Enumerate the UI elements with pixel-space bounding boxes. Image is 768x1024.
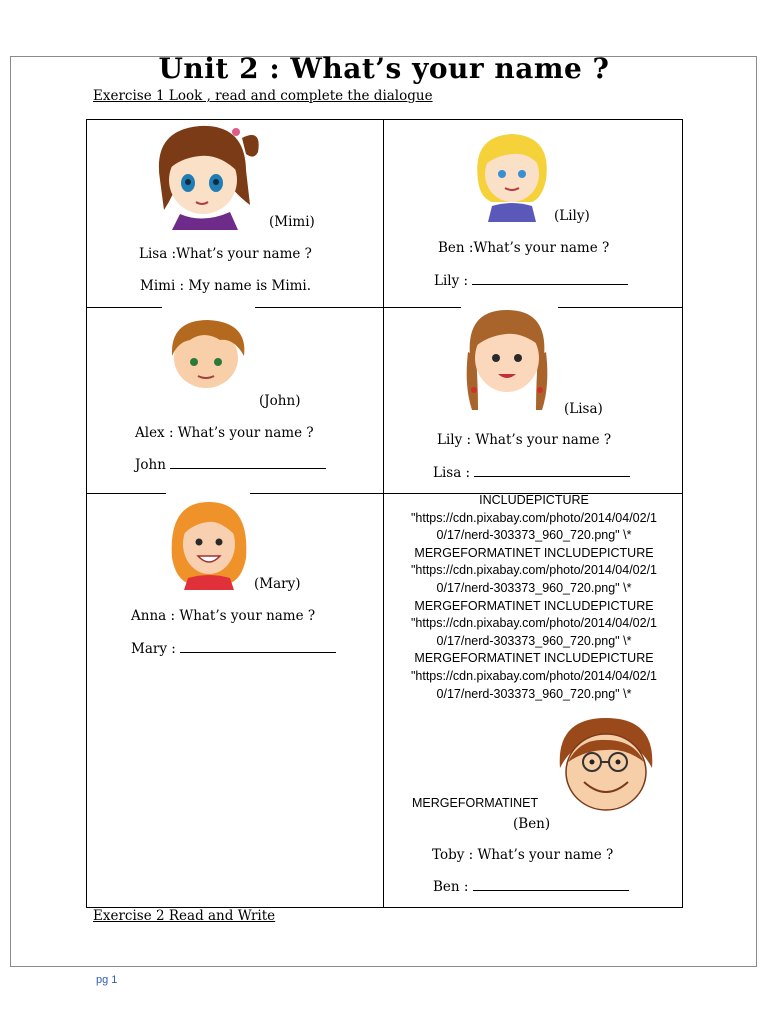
- table-right-border: [682, 119, 683, 908]
- speaker-label: Lisa :: [433, 465, 471, 481]
- dialogue-answer: [131, 640, 336, 657]
- row-divider: [86, 307, 162, 308]
- girl-mary-picture: [168, 498, 250, 590]
- name-tag-lily: (Lily): [554, 208, 590, 224]
- field-code-end: MERGEFORMATINET: [412, 796, 539, 810]
- name-tag-mary: (Mary): [254, 576, 301, 592]
- answer-blank[interactable]: [472, 272, 628, 285]
- field-code-line: 0/17/nerd-303373_960_720.png" \*: [436, 686, 632, 701]
- dialogue-line: Toby : What’s your name ?: [432, 847, 614, 863]
- speaker-label: Ben :: [433, 879, 469, 895]
- answer-blank[interactable]: [474, 464, 630, 477]
- field-code-line: "https://cdn.pixabay.com/photo/2014/04/02/1: [410, 563, 658, 578]
- girl-lily-picture: [472, 130, 552, 222]
- name-tag-ben: (Ben): [513, 816, 551, 832]
- answer-blank[interactable]: [473, 878, 629, 891]
- field-code-line: 0/17/nerd-303373_960_720.png" \*: [436, 633, 632, 648]
- girl-lisa-picture: [462, 306, 552, 416]
- page-title: Unit 2 : What’s your name ?: [158, 52, 610, 85]
- dialogue-answer: [433, 464, 630, 481]
- row-divider: [86, 493, 166, 494]
- dialogue-answer: [433, 878, 629, 895]
- dialogue-line: Lisa :What’s your name ?: [139, 246, 312, 262]
- girl-mimi-picture: [150, 120, 262, 230]
- name-tag-lisa: (Lisa): [564, 401, 603, 417]
- speaker-label: Mary :: [131, 641, 176, 657]
- dialogue-answer: [135, 456, 326, 473]
- boy-john-picture: [164, 316, 250, 390]
- dialogue-answer: Mimi : My name is Mimi.: [140, 278, 312, 294]
- field-code-text: [386, 492, 682, 703]
- table-middle-divider: [383, 119, 384, 908]
- field-code-line: 0/17/nerd-303373_960_720.png" \*: [436, 528, 632, 543]
- dialogue-line: Alex : What’s your name ?: [135, 425, 314, 441]
- answer-blank[interactable]: [170, 456, 326, 469]
- table-left-border: [86, 119, 87, 908]
- speaker-label: Lily :: [434, 273, 469, 289]
- field-code-line: MERGEFORMATINET INCLUDEPICTURE: [414, 598, 654, 613]
- field-code-line: MERGEFORMATINET INCLUDEPICTURE: [414, 651, 654, 666]
- field-code-line: 0/17/nerd-303373_960_720.png" \*: [436, 580, 632, 595]
- speaker-label: John: [135, 457, 166, 473]
- field-code-line: "https://cdn.pixabay.com/photo/2014/04/02/1: [410, 510, 658, 525]
- name-tag-john: (John): [259, 393, 301, 409]
- row-divider: [383, 307, 461, 308]
- field-code-line: "https://cdn.pixabay.com/photo/2014/04/02/1: [410, 668, 658, 683]
- row-divider: [255, 307, 383, 308]
- page-number: pg 1: [96, 974, 118, 986]
- dialogue-answer: [434, 272, 628, 289]
- dialogue-line: Lily : What’s your name ?: [437, 432, 612, 448]
- exercise-1-heading: Exercise 1 Look , read and complete the dialogue: [93, 88, 433, 104]
- field-code-line: MERGEFORMATINET INCLUDEPICTURE: [414, 545, 654, 560]
- exercise-2-heading: Exercise 2 Read and Write: [93, 908, 276, 924]
- dialogue-line: Anna : What’s your name ?: [131, 608, 316, 624]
- boy-ben-nerd-picture: [556, 716, 656, 812]
- dialogue-line: Ben :What’s your name ?: [438, 240, 610, 256]
- field-code-line: INCLUDEPICTURE: [479, 493, 589, 507]
- name-tag-mimi: (Mimi): [269, 214, 315, 230]
- answer-blank[interactable]: [180, 640, 336, 653]
- field-code-line: "https://cdn.pixabay.com/photo/2014/04/02/1: [410, 616, 658, 631]
- row-divider: [250, 493, 383, 494]
- row-divider: [558, 307, 683, 308]
